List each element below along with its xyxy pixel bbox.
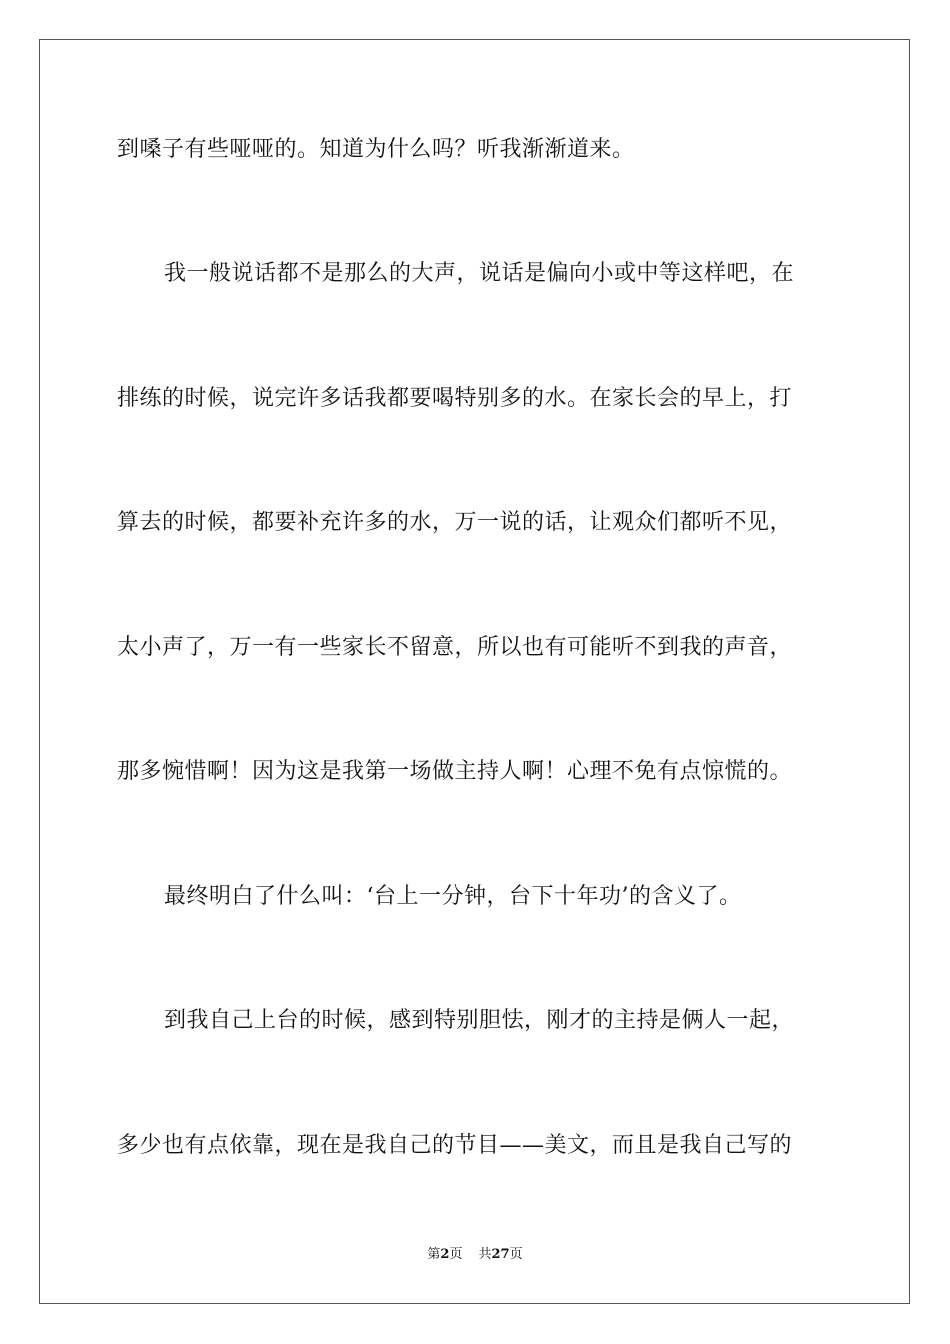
page-prefix: 第 <box>427 1247 441 1262</box>
text-line-7: 最终明白了什么叫：‘台上一分钟，台下十年功’的含义了。 <box>164 884 742 909</box>
total-suffix: 页 <box>509 1247 523 1262</box>
text-line-3: 排练的时候，说完许多话我都要喝特别多的水。在家长会的早上，打 <box>117 386 793 411</box>
page-border <box>39 39 910 1304</box>
text-line-6: 那多惋惜啊！因为这是我第一场做主持人啊！心理不免有点惊慌的。 <box>117 759 793 784</box>
text-line-5: 太小声了，万一有一些家长不留意，所以也有可能听不到我的声音， <box>117 635 793 660</box>
page-number: 2 <box>440 1247 450 1262</box>
page-suffix: 页 <box>449 1247 463 1262</box>
text-line-9: 多少也有点依靠，现在是我自己的节目——美文，而且是我自己写的 <box>117 1133 793 1158</box>
text-line-2: 我一般说话都不是那么的大声，说话是偏向小或中等这样吧，在 <box>164 261 795 286</box>
text-line-4: 算去的时候，都要补充许多的水，万一说的话，让观众们都听不见， <box>117 510 793 535</box>
page-footer <box>0 1246 950 1264</box>
text-line-8: 到我自己上台的时候，感到特别胆怯，刚才的主持是俩人一起， <box>164 1008 795 1033</box>
text-line-1: 到嗓子有些哑哑的。知道为什么吗？听我渐渐道来。 <box>117 137 635 162</box>
total-prefix: 共 <box>478 1247 492 1262</box>
total-pages: 27 <box>491 1247 510 1262</box>
